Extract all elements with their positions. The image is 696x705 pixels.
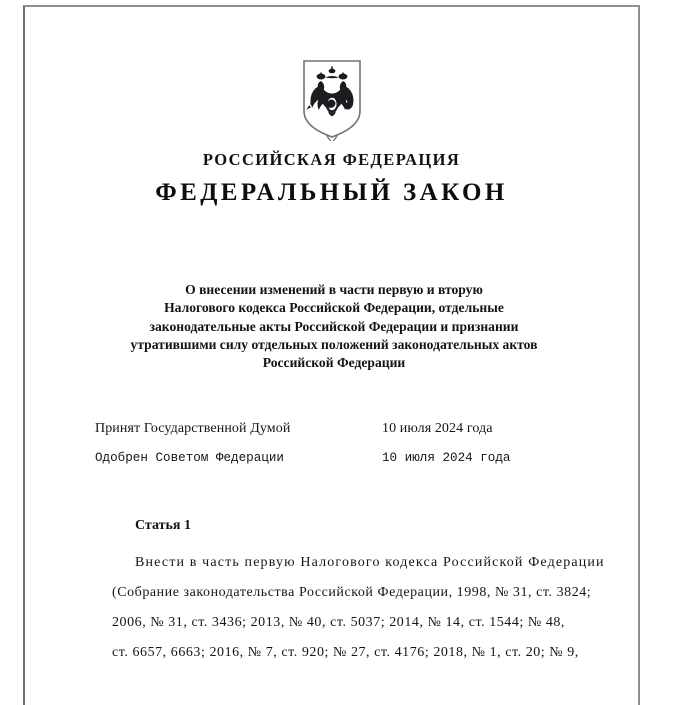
subject-title-line: Налогового кодекса Российской Федерации, отдельные [164, 300, 504, 316]
article-body-line: (Собрание законодательства Российской Федерации, 1998, № 31, ст. 3824; [112, 585, 592, 600]
emblem-block [25, 59, 638, 141]
russian-coat-of-arms-icon [301, 59, 363, 141]
adoption-date-federation-council: 10 июля 2024 года [382, 451, 511, 465]
adoption-label-federation-council: Одобрен Советом Федерации [95, 451, 284, 465]
article-body-line: 2006, № 31, ст. 3436; 2013, № 40, ст. 5037; 2014, № 14, ст. 1544; № 48, [112, 615, 565, 630]
adoption-row-duma [25, 421, 638, 451]
article-body [112, 548, 605, 668]
subject-title-line: Российской Федерации [262, 355, 406, 371]
subject-title [110, 281, 558, 372]
adoption-block [25, 421, 638, 481]
adoption-label-duma: Принят Государственной Думой [95, 421, 291, 436]
subject-title-line: утратившими силу отдельных положений законодательных актов [130, 336, 538, 352]
heading-federal-law: ФЕДЕРАЛЬНЫЙ ЗАКОН [155, 179, 508, 206]
article-body-line: ст. 6657, 6663; 2016, № 7, ст. 920; № 27, ст. 4176; 2018, № 1, ст. 20; № 9, [112, 645, 579, 660]
adoption-row-federation-council [25, 451, 638, 481]
heading-country: РОССИЙСКАЯ ФЕДЕРАЦИЯ [202, 150, 461, 169]
subject-title-line: законодательные акты Российской Федерации и признании [149, 318, 519, 334]
article-body-line: Внести в часть первую Налогового кодекса Российской Федерации [135, 555, 605, 570]
adoption-date-duma: 10 июля 2024 года [382, 421, 493, 436]
subject-title-line: О внесении изменений в части первую и вторую [185, 282, 483, 297]
document-page [23, 5, 640, 705]
article-heading: Статья 1 [135, 518, 191, 533]
